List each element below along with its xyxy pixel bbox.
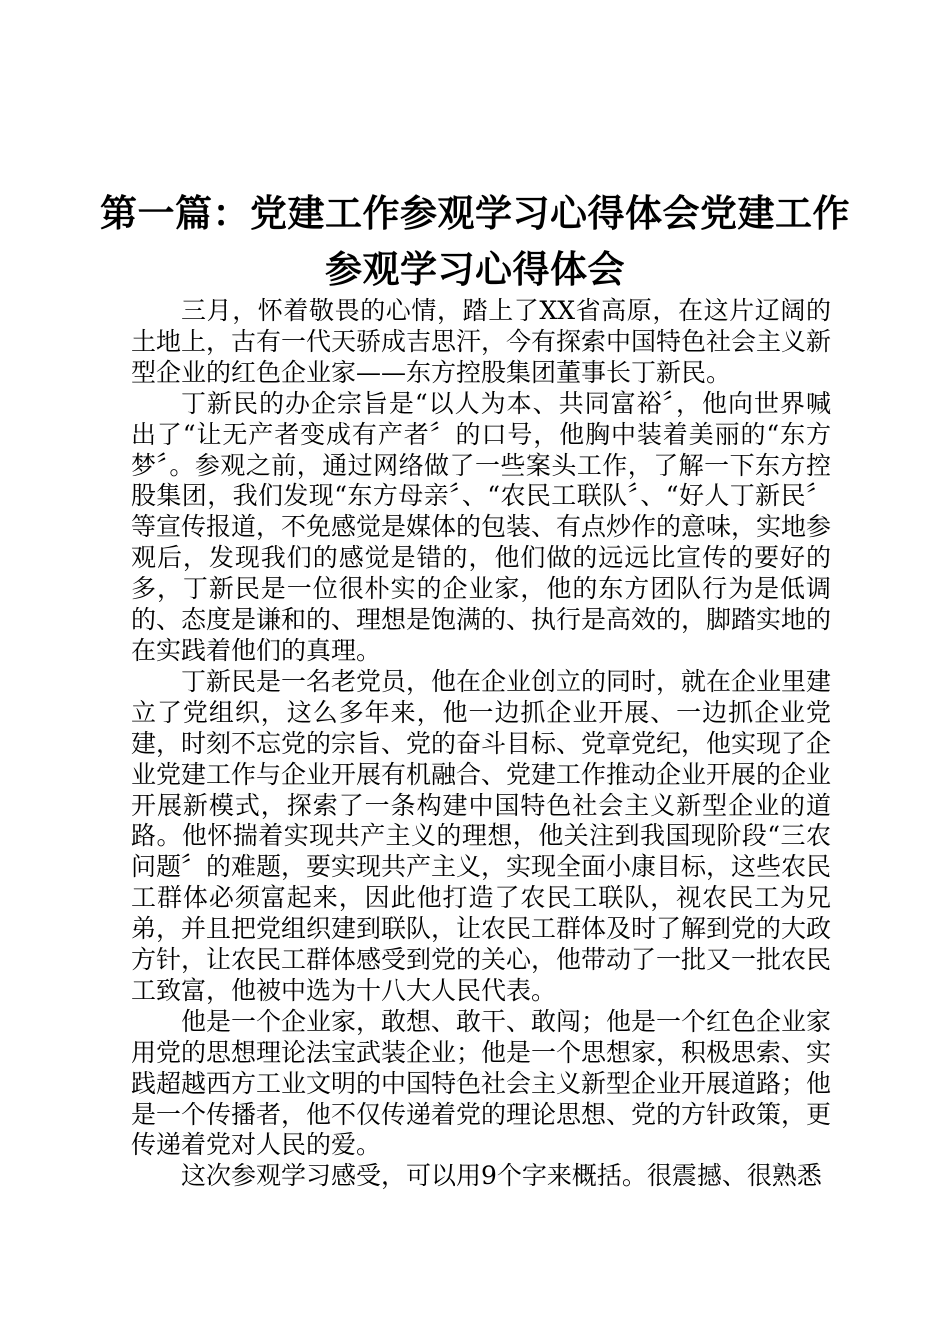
paragraph-5: 这次参观学习感受，可以用9个字来概括。很震撼、很熟悉 [181, 1161, 822, 1191]
document-body [131, 296, 831, 1192]
paragraph-3: 丁新民是一名老党员，他在企业创立的同时，就在企业里建立了党组织，这么多年来，他一边抓企业开展、一边抓企业党建，时刻不忘党的宗旨、党的奋斗目标、党章党纪，他实现了企业党建工作与企业开展有机融合、党建工作推动企业开展的企业开展新模式，探索了一条构建中国特色社会主义新型企业的道路。他怀揣着实现共产主义的理想，他关注到我国现阶段“三农问题〞的难题，要实现共产主义，实现全面小康目标，这些农民工群体必须富起来，因此他打造了农民工联队，视农民工为兄弟，并且把党组织建到联队，让农民工群体及时了解到党的大政方针，让农民工群体感受到党的关心，他带动了一批又一批农民工致富，他被中选为十八大人民代表。 [131, 666, 832, 1005]
paragraph-1: 三月，怀着敬畏的心情，踏上了XX省高原，在这片辽阔的土地上，古有一代天骄成吉思汗，今有探索中国特色社会主义新型企业的红色企业家——东方控股集团董事长丁新民。 [131, 296, 832, 387]
title-line-2: 参观学习心得体会 [325, 248, 625, 291]
title-line-1: 第一篇：党建工作参观学习心得体会党建工作 [100, 192, 850, 235]
document-title [100, 186, 850, 298]
paragraph-4: 他是一个企业家，敢想、敢干、敢闯；他是一个红色企业家用党的思想理论法宝武装企业；他是一个思想家，积极思索、实践超越西方工业文明的中国特色社会主义新型企业开展道路；他是一个传播者，他不仅传递着党的理论思想、党的方针政策，更传递着党对人民的爱。 [131, 1006, 832, 1160]
paragraph-2: 丁新民的办企宗旨是“以人为本、共同富裕〞，他向世界喊出了“让无产者变成有产者〞的口号，他胸中装着美丽的“东方梦〞。参观之前，通过网络做了一些案头工作，了解一下东方控股集团，我们发现“东方母亲〞、“农民工联队〞、“好人丁新民〞等宣传报道，不免感觉是媒体的包装、有点炒作的意味，实地参观后，发现我们的感觉是错的，他们做的远远比宣传的要好的多，丁新民是一位很朴实的企业家，他的东方团队行为是低调的、态度是谦和的、理想是饱满的、执行是高效的，脚踏实地的在实践着他们的真理。 [131, 388, 832, 665]
